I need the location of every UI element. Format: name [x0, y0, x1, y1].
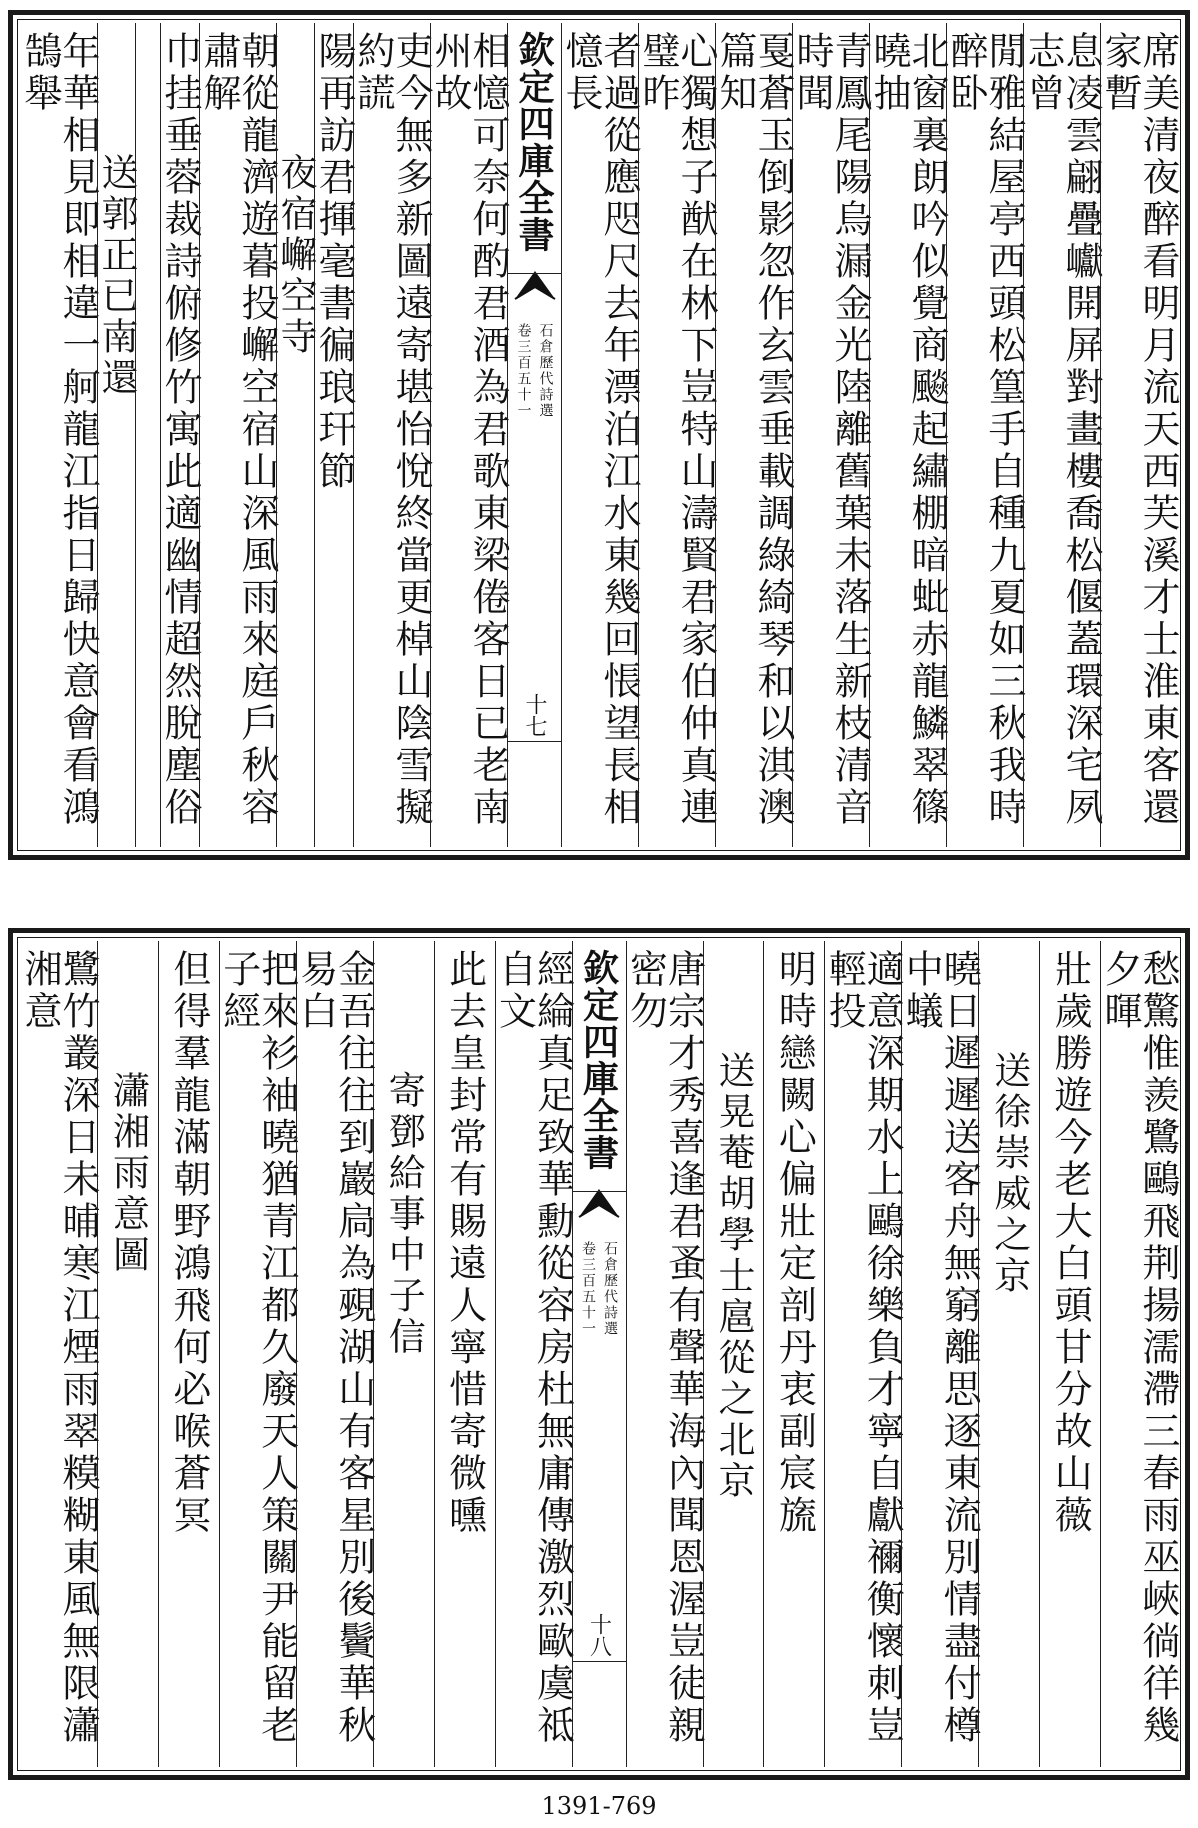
text-column: 把來衫袖曉猶青江都久廢天人策關尹能留老子經 — [219, 941, 296, 1767]
leaf-number: 十七 — [522, 693, 547, 737]
text-column: 者過從應咫尺去年漂泊江水東幾回悵望長相憶長 — [561, 23, 638, 847]
text-column: 北窗裏朗吟似覺商飈起繡棚暗蚍赤龍鱗翠篠曉抽 — [869, 23, 946, 847]
catalog-number: 1391-769 — [541, 1792, 657, 1820]
center-spine — [572, 941, 626, 1767]
text-column: 唐宗才秀喜逢君蚤有聲華海內聞恩渥豈徒親密勿 — [626, 941, 703, 1767]
poem-title: 寄鄧給事中子信 — [373, 941, 434, 1767]
library-title: 欽定四庫全書 — [513, 31, 555, 253]
poem-title: 送郭正已南還 — [97, 23, 135, 847]
text-column: 相憶可奈何酌君酒為君歌東梁倦客日已老南州故 — [430, 23, 507, 847]
library-title: 欽定四庫全書 — [577, 949, 620, 1171]
text-column: 年華相見即相違一舸龍江指日歸快意會看鴻鵠舉 — [18, 31, 100, 829]
spine-divider — [573, 1661, 626, 1662]
text-column: 戛蒼玉倒影忽作玄雲垂載調綠綺琴和以淇澳篇知 — [715, 23, 792, 847]
poem-title: 夜宿嶰空寺 — [276, 23, 314, 847]
book-title: 石倉歷代詩選 — [537, 323, 554, 419]
text-column: 愁驚惟羨鷺鷗飛荆揚濡滯三春雨巫峽徜徉幾夕暉 — [1100, 941, 1177, 1767]
book-title: 石倉歷代詩選 — [602, 1241, 618, 1337]
text-column: 吏今無多新圖遠寄堪怡悅終當更棹山陰雪擬約謊 — [353, 23, 430, 847]
text-columns — [18, 941, 1180, 1767]
spine-subtitle — [578, 1241, 620, 1337]
volume-number: 卷三百五十一 — [580, 1241, 596, 1337]
volume-number: 卷三百五十一 — [515, 323, 532, 419]
text-column: 經綸真足致華勳從容房杜無庸傳激烈歐虞祗自文 — [495, 941, 572, 1767]
text-column: 此去皇封常有賜遠人寧惜寄微曛 — [434, 941, 495, 1767]
text-column: 適意深期水上鷗徐樂負才寧自獻禰衡懷刺豈輕投 — [824, 941, 901, 1767]
text-column: 心獨想子猷在林下豈特山濤賢君家伯仲真連璧昨 — [638, 23, 715, 847]
poem-title: 送晃菴胡學士扈從之北京 — [703, 941, 764, 1767]
text-column: 朝從龍濟遊暮投嶰空宿山深風雨來庭戶秋容肅解 — [199, 23, 276, 847]
poem-title: 送徐崇威之京 — [978, 941, 1039, 1767]
text-column: 巾挂垂蓉裁詩俯修竹寓此適幽情超然脫塵俗 — [160, 23, 199, 847]
text-column: 青鳳尾陽烏漏金光陸離舊葉未落生新枝清音時聞 — [792, 23, 869, 847]
text-column: 席美清夜醉看明月流天西芙溪才士淮東客還家暫 — [1100, 23, 1177, 847]
spine-divider — [573, 1191, 626, 1192]
leaf-number: 十八 — [586, 1613, 612, 1657]
text-column: 但得羣龍滿朝野鴻飛何必喉蒼冥 — [158, 941, 219, 1767]
text-column: 曉日遲遲送客舟無窮離思逐東流別情盡付樽中蟻 — [901, 941, 978, 1767]
text-column: 明時戀闕心偏壯定剖丹衷副宸旒 — [763, 941, 824, 1767]
text-column: 壯歲勝遊今老大白頭甘分故山薇 — [1039, 941, 1100, 1767]
text-column: 陽再訪君揮毫書徧琅玕節 — [314, 23, 353, 847]
text-column: 閒雅結屋亭西頭松篁手自種九夏如三秋我時醉卧 — [946, 23, 1023, 847]
text-column: 息凌雲翩疊巘開屏對畫樓喬松偃蓋環深宅夙志曾 — [1023, 23, 1100, 847]
text-column: 金吾往往到巖扃為覡湖山有客星別後鬢華秋易白 — [296, 941, 373, 1767]
page-frame — [8, 928, 1190, 1780]
poem-title: 瀟湘雨意圖 — [97, 941, 158, 1767]
text-column: 鷺竹叢深日未晡寒江煙雨翠糢糊東風無限瀟湘意 — [18, 949, 100, 1747]
